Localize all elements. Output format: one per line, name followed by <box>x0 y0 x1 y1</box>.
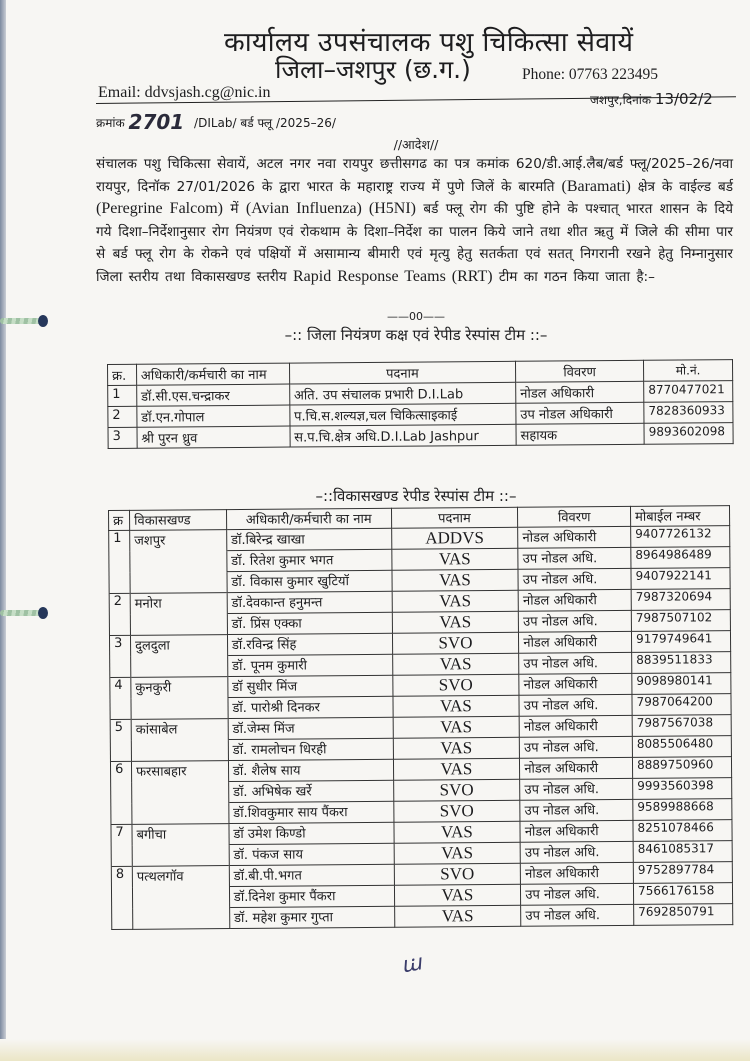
designation: VAS <box>393 821 520 843</box>
role: उप नोडल अधिकारी <box>516 402 644 424</box>
mobile-number: 7987507102 <box>631 610 730 632</box>
ref-label: क्रमांक <box>96 116 125 130</box>
block-name <box>132 782 229 804</box>
block-name <box>130 572 227 594</box>
officer-name: डॉ. महेश कुमार गुप्ता <box>229 906 394 928</box>
officer-name: डॉ. पारोश्री दिनकर <box>228 696 393 718</box>
mobile-number: 7828360933 <box>644 402 733 424</box>
mobile-number: 8964986489 <box>631 547 730 569</box>
block-team-title: –::विकासखण्ड रेपीड रेस्पांस टीम ::– <box>315 487 517 505</box>
block-name <box>131 656 228 678</box>
designation: SVO <box>393 800 520 822</box>
mobile-number: 7987320694 <box>631 589 730 611</box>
mobile-number: 9589988668 <box>633 799 732 821</box>
mobile-number: 9179749641 <box>631 631 730 653</box>
order-paragraph <box>96 153 733 288</box>
section-divider: ——00—— <box>387 310 445 323</box>
role: उप नोडल अधि. <box>520 736 633 758</box>
officer-name: डॉ. पंकज साय <box>229 843 394 865</box>
mobile-number: 9993560398 <box>633 778 732 800</box>
row-number <box>110 740 131 761</box>
para-text: में <box>223 201 246 217</box>
role: उप नोडल अधि. <box>520 778 633 800</box>
col-header: अधिकारी/कर्मचारी का नाम <box>136 363 289 385</box>
role: उप नोडल अधि. <box>518 568 631 590</box>
role: उप नोडल अधि. <box>521 883 634 905</box>
district-team-table <box>107 359 734 449</box>
officer-name: डॉ.एन.गोपाल <box>137 405 290 427</box>
scan-bottom-shadow <box>0 1039 750 1061</box>
row-number: 2 <box>108 406 137 427</box>
role: नोडल अधिकारी <box>519 631 632 653</box>
role: नोडल अधिकारी <box>519 715 632 737</box>
row-number: 6 <box>110 761 131 782</box>
binding-string <box>0 610 42 616</box>
designation: SVO <box>392 674 519 696</box>
officer-name: डॉ उमेश किण्डो <box>229 822 394 844</box>
officer-name: डॉ.देवकान्त हनुमन्त <box>227 591 392 613</box>
row-number <box>110 656 131 677</box>
designation: VAS <box>394 905 521 927</box>
col-header: विवरण <box>518 506 631 527</box>
block-name <box>132 887 229 909</box>
row-number: 5 <box>110 719 131 740</box>
officer-name: श्री पुरन ध्रुव <box>137 426 290 448</box>
designation: ADDVS <box>391 527 518 549</box>
row-number <box>112 908 133 929</box>
block-name: मनोरा <box>130 593 227 615</box>
phone-number: Phone: 07763 223495 <box>522 66 659 83</box>
table-row <box>112 904 733 930</box>
mobile-number: 8251078466 <box>633 820 732 842</box>
block-name: दुलदुला <box>130 635 227 657</box>
designation: VAS <box>393 758 520 780</box>
row-number <box>111 782 132 803</box>
row-number <box>109 551 130 572</box>
role: सहायक <box>516 423 644 445</box>
block-name: कांसाबेल <box>131 719 228 741</box>
para-latin: (Baramati) <box>561 177 631 195</box>
officer-name: डॉ. पूनम कुमारी <box>228 654 393 676</box>
para-text: क्षेत्र के वाईल्ड बर्ड <box>630 178 733 195</box>
handwritten-signature: ꭐ <box>399 949 424 978</box>
col-header: मो.नं. <box>644 360 733 382</box>
row-number <box>111 803 132 824</box>
block-name <box>133 908 230 930</box>
role: नोडल अधिकारी <box>521 862 634 884</box>
col-header: क्र <box>109 510 130 530</box>
designation: SVO <box>392 632 519 654</box>
row-number <box>111 845 132 866</box>
role: नोडल अधिकारी <box>516 381 644 403</box>
role: उप नोडल अधि. <box>518 547 631 569</box>
mobile-number: 9893602098 <box>644 423 733 445</box>
date-value: 13/02/2 <box>654 90 713 108</box>
officer-name: डॉ. प्रिंस एक्का <box>227 612 392 634</box>
officer-name: डॉ.दिनेश कुमार पैंकरा <box>229 885 394 907</box>
role: उप नोडल अधि. <box>519 694 632 716</box>
col-header: पदनाम <box>391 507 518 528</box>
col-header: क्र. <box>108 364 137 385</box>
designation: VAS <box>392 611 519 633</box>
role: उप नोडल अधि. <box>519 652 632 674</box>
reference-line <box>96 110 336 134</box>
mobile-number: 7566176158 <box>633 883 732 905</box>
officer-name: डॉ.रविन्द्र सिंह <box>227 633 392 655</box>
mobile-number: 7987064200 <box>632 694 731 716</box>
officer-name: डॉ. विकास कुमार खुटियॉ <box>227 570 392 592</box>
district-title: जिला–जशपुर (छ.ग.) <box>275 55 471 84</box>
block-name: बगीचा <box>132 824 229 846</box>
mobile-number: 8085506480 <box>632 736 731 758</box>
mobile-number: 8889750960 <box>632 757 731 779</box>
para-latin: (Avian Influenza) (H5NI) <box>245 200 417 217</box>
mobile-number: 9407726132 <box>631 526 730 548</box>
designation: VAS <box>392 590 519 612</box>
office-title: कार्यालय उपसंचालक पशु चिकित्सा सेवायें <box>224 27 634 58</box>
block-name: जशपुर <box>130 530 227 552</box>
mobile-number: 7987567038 <box>632 715 731 737</box>
role: नोडल अधिकारी <box>519 673 632 695</box>
district-team-title: –:: जिला नियंत्रण कक्ष एवं रेपीड रेस्पांस टीम ::– <box>284 326 548 344</box>
officer-name: डॉ.शिवकुमार साय पैंकरा <box>229 801 394 823</box>
role: उप नोडल अधि. <box>520 799 633 821</box>
designation: अति. उप संचालक प्रभारी D.I.Lab <box>289 382 515 405</box>
designation: VAS <box>391 548 518 570</box>
designation: VAS <box>392 653 519 675</box>
officer-name: डॉ सुधीर मिंज <box>228 675 393 697</box>
officer-name: डॉ.बिरेन्द्र खाखा <box>227 528 392 550</box>
col-header: पदनाम <box>289 361 515 384</box>
block-team-table <box>108 505 733 930</box>
date-line <box>590 90 713 108</box>
mobile-number: 8839511833 <box>632 652 731 674</box>
block-name <box>131 740 228 762</box>
row-number: 4 <box>110 677 131 698</box>
para-text: टीम का गठन किया जाता है:– <box>492 268 655 285</box>
officer-name: डॉ.जेम्स मिंज <box>228 717 393 739</box>
col-header: विवरण <box>515 360 643 382</box>
binding-string <box>0 318 42 324</box>
mobile-number: 9098980141 <box>632 673 731 695</box>
designation: VAS <box>393 737 520 759</box>
email-address: Email: ddvsjash.cg@nic.in <box>98 84 271 101</box>
role: नोडल अधिकारी <box>520 757 633 779</box>
role: नोडल अधिकारी <box>518 589 631 611</box>
date-label: जशपुर,दिनांक <box>590 93 652 107</box>
block-name: पत्थलगॉव <box>132 866 229 888</box>
row-number: 8 <box>111 866 132 887</box>
block-name <box>130 614 227 636</box>
designation: SVO <box>393 779 520 801</box>
ref-number: 2701 <box>128 110 185 134</box>
mobile-number: 7692850791 <box>634 904 733 926</box>
mobile-number: 9407922141 <box>631 568 730 590</box>
block-name: फरसाबहार <box>131 761 228 783</box>
role: नोडल अधिकारी <box>520 820 633 842</box>
designation: VAS <box>393 716 520 738</box>
block-name <box>131 698 228 720</box>
row-number: 1 <box>109 530 130 551</box>
mobile-number: 8770477021 <box>644 381 733 403</box>
row-number: 1 <box>108 385 137 406</box>
col-header: विकासखण्ड <box>129 510 226 531</box>
ref-suffix: /DILab/ बर्ड फ्लू /2025–26/ <box>194 116 336 130</box>
mobile-number: 9752897784 <box>633 862 732 884</box>
row-number: 3 <box>109 635 130 656</box>
order-title: //आदेश// <box>393 137 439 152</box>
designation: VAS <box>392 695 519 717</box>
page-binding-edge <box>0 0 6 1061</box>
row-number <box>109 614 130 635</box>
officer-name: डॉ.सी.एस.चन्द्राकर <box>136 384 289 406</box>
block-name: कुनकुरी <box>131 677 228 699</box>
para-latin: (Peregrine Falcom) <box>96 200 223 217</box>
col-header: अधिकारी/कर्मचारी का नाम <box>226 508 391 529</box>
designation: SVO <box>394 863 521 885</box>
block-name <box>130 551 227 573</box>
designation: प.चि.स.शल्यज्ञ,चल चिकित्साइकाई <box>290 403 516 426</box>
para-latin: Rapid Response Teams (RRT) <box>293 267 493 285</box>
role: उप नोडल अधि. <box>521 904 634 926</box>
mobile-number: 8461085317 <box>633 841 732 863</box>
officer-name: डॉ. अभिषेक खर्रे <box>228 780 393 802</box>
table-row <box>108 423 733 449</box>
officer-name: डॉ.बी.पी.भगत <box>229 864 394 886</box>
role: उप नोडल अधि. <box>519 610 632 632</box>
role: उप नोडल अधि. <box>520 841 633 863</box>
row-number: 7 <box>111 824 132 845</box>
designation: VAS <box>394 842 521 864</box>
row-number <box>110 698 131 719</box>
row-number <box>109 572 130 593</box>
designation: VAS <box>394 884 521 906</box>
officer-name: डॉ. शैलेष साय <box>228 759 393 781</box>
block-name <box>132 845 229 867</box>
role: नोडल अधिकारी <box>518 526 631 548</box>
row-number <box>111 887 132 908</box>
officer-name: डॉ. रामलोचन धिरही <box>228 738 393 760</box>
para-text: संचालक पशु चिकित्सा सेवायें, अटल नगर नवा रायपुर छत्तीसगढ का पत्र कमांक 620/डी.आई.लैब/बर्ड फ्लू/2025–26/नवा रायपुर, दिनॉक 27/01/2026 के द्वारा भारत के महाराष्ट्र राज्य में पुणे जिलें के बारमति <box>96 156 733 195</box>
designation: स.प.चि.क्षेत्र अधि.D.I.Lab Jashpur <box>290 424 516 447</box>
col-header: मोबाईल नम्बर <box>631 506 730 527</box>
block-name <box>132 803 229 825</box>
designation: VAS <box>391 569 518 591</box>
row-number: 3 <box>108 427 137 448</box>
row-number: 2 <box>109 593 130 614</box>
officer-name: डॉ. रितेश कुमार भगत <box>227 549 392 571</box>
para-text: बर्ड फ्लू रोग की पुष्टि होने के पश्चात् भारत शासन के दिये गये दिशा–निर्देशानुसार रोग नियंत्रण एवं रोकथाम के दिशा–निर्देश का पालन किये जाने तथा शीत ऋतु में जिले की सीमा पार से बर्ड फ्लू रोग के रोकने एवं पक्षियों में असामान्य बीमारी एवं मृत्यु हेतु सतर्कता एवं सतत् निगरानी रखने हेतु निम्नानुसार जिला स्तरीय तथा विकासखण्ड स्तरीय <box>96 201 733 285</box>
